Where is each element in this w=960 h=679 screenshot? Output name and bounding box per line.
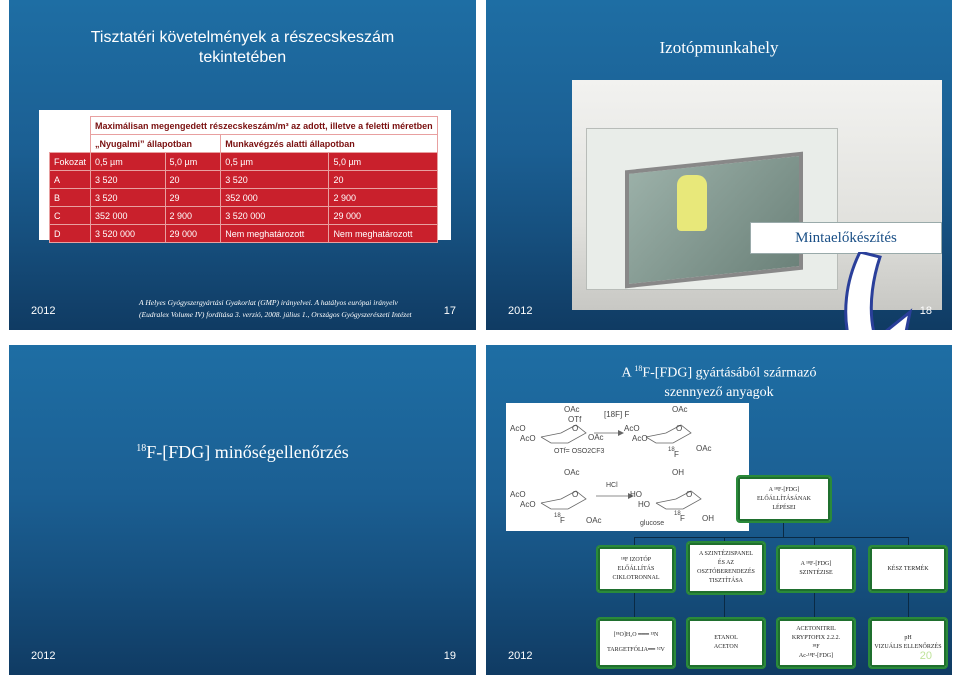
flow-box-reagents [776, 617, 856, 669]
curved-arrow-icon [840, 252, 930, 330]
chem-label: HO [630, 490, 642, 499]
slide-title [486, 359, 952, 402]
box-line: A SZINTÉZISPANEL [699, 551, 753, 557]
box-line: CIKLOTRONNAL [612, 574, 660, 581]
reaction-svg [506, 403, 749, 531]
box-line: OSZTÓBERENDEZÉS [697, 569, 755, 575]
connector-line [814, 537, 815, 545]
box-line: A ¹⁸F-[FDG] [800, 561, 832, 567]
box-line: ETANOL [714, 635, 738, 641]
chem-label: OAc [564, 468, 580, 477]
table-cell: C [50, 207, 91, 225]
chem-label: glucose [640, 520, 665, 527]
table-cell: 20 [165, 171, 221, 189]
page-number: 17 [443, 305, 456, 317]
box-line: pH [904, 635, 912, 641]
table-column-header-cell: 5,0 µm [165, 153, 221, 171]
footer-year: 2012 [31, 305, 56, 317]
connector-line [634, 537, 635, 545]
table-cell: B [50, 189, 91, 207]
box-line: [¹⁸O]H₂O ━━━ ¹³N [613, 632, 659, 638]
chem-label: F [680, 514, 685, 523]
box-line: ELŐÁLLÍTÁSÁNAK [757, 495, 811, 502]
footer-year: 2012 [508, 650, 533, 662]
chem-label: OAc [564, 405, 580, 414]
box-line: ¹⁸F IZOTÓP [620, 556, 652, 563]
particle-table-panel [39, 110, 451, 240]
table-cell: Nem meghatározott [221, 225, 329, 243]
chem-label: HCl [606, 482, 618, 489]
slide-cleanroom [9, 0, 476, 330]
connector-line [634, 592, 635, 617]
page-number: 19 [443, 650, 456, 662]
table-cell: 352 000 [221, 189, 329, 207]
lab-photo [572, 80, 942, 310]
bottle [677, 175, 707, 231]
chem-label: OH [672, 468, 684, 477]
fume-hood [586, 128, 838, 290]
page-number: 18 [919, 305, 932, 317]
page-number: 20 [919, 650, 932, 662]
table-row [50, 189, 438, 207]
flow-box-isotope [596, 545, 676, 593]
flow-box-panel-cleaning [686, 541, 766, 595]
chem-label: OAc [586, 516, 602, 525]
chem-label: OTf= OSO2CF3 [554, 448, 605, 455]
chem-label: O [676, 424, 683, 433]
reaction-scheme [506, 403, 749, 531]
table-cell: 3 520 [91, 171, 165, 189]
box-line: ACETON [713, 644, 739, 650]
table-cell: 3 520 [221, 171, 329, 189]
chem-label: AcO [624, 424, 640, 433]
table-head-work: Munkavégzés alatti állapotban [221, 135, 437, 153]
chem-label: 18 [668, 447, 675, 453]
chem-label: AcO [510, 490, 526, 499]
chem-label: OAc [588, 433, 604, 442]
box-line: SZINTÉZISE [799, 570, 833, 576]
chem-label: 18 [554, 513, 561, 519]
connector-line [783, 521, 784, 537]
footer-year: 2012 [508, 305, 533, 317]
box-line: VIZUÁLIS ELLENŐRZÉS [874, 644, 942, 650]
table-column-header-cell: Fokozat [50, 153, 91, 171]
chem-label: F [674, 450, 679, 459]
table-cell: 29 000 [329, 207, 437, 225]
title-line: szennyező anyagok [664, 384, 774, 400]
slide-isotope-workplace [486, 0, 952, 330]
chem-label: AcO [510, 424, 526, 433]
box-line: ÉS AZ [717, 560, 735, 566]
connector-line [908, 537, 909, 545]
box-line: ¹⁸F [812, 644, 820, 650]
title-text: F-[FDG] minőségellenőrzés [146, 442, 349, 462]
box-line: A ¹⁸F-[FDG] [768, 486, 800, 493]
chem-label: OAc [696, 444, 712, 453]
table-cell: 3 520 000 [91, 225, 165, 243]
chem-label: O [686, 490, 693, 499]
table-cell: 29 000 [165, 225, 221, 243]
chem-label: O [572, 490, 579, 499]
table-head-rest: „Nyugalmi” állapotban [91, 135, 221, 153]
particle-table [49, 116, 438, 243]
hood-glass [625, 152, 803, 289]
slide-title [9, 28, 476, 68]
slide-quality-control [9, 345, 476, 675]
table-cell: 29 [165, 189, 221, 207]
table-head-top: Maximálisan megengedett részecskeszám/m³ az adott, illetve a feletti méretben [91, 117, 438, 135]
box-line: LÉPÉSEI [772, 504, 796, 511]
title-prefix: A [621, 365, 631, 381]
slide-title [9, 442, 476, 463]
box-line: KRYPTOFIX 2.2.2. [791, 635, 841, 641]
table-column-header-cell: 0,5 µm [221, 153, 329, 171]
title-line: Tisztatéri követelmények a részecskeszám [90, 29, 395, 46]
connector-line [908, 592, 909, 617]
box-line: TISZTÍTÁSA [709, 578, 743, 584]
chem-label: O [572, 424, 579, 433]
flow-box-solvents [686, 617, 766, 669]
flow-box-steps [736, 475, 832, 523]
table-row [50, 225, 438, 243]
box-line: KÉSZ TERMÉK [887, 565, 929, 572]
table-column-header-cell: 5,0 µm [329, 153, 437, 171]
chem-label: 18 [674, 511, 681, 517]
title-line: tekintetében [198, 49, 287, 66]
table-row [50, 207, 438, 225]
table-column-header [50, 153, 438, 171]
table-row [50, 171, 438, 189]
table-cell: 20 [329, 171, 437, 189]
connector-line [634, 537, 908, 538]
title-line: F-[FDG] gyártásából származó [642, 365, 817, 381]
chem-label: AcO [520, 500, 536, 509]
box-line: TARGETFÓLIA━━ ⁵²V [607, 647, 665, 653]
table-cell: 3 520 000 [221, 207, 329, 225]
flow-box-targets [596, 617, 676, 669]
citation [139, 297, 412, 321]
citation-line: A Helyes Gyógyszergyártási Gyakorlat (GMP) irányelvei. A hatályos európai irányelv [139, 298, 398, 307]
chem-label: AcO [632, 434, 648, 443]
table-cell: A [50, 171, 91, 189]
chem-label: OAc [672, 405, 688, 414]
connector-line [724, 592, 725, 617]
table-cell: D [50, 225, 91, 243]
table-cell: 3 520 [91, 189, 165, 207]
flow-box-checks [868, 617, 948, 669]
box-line: ELŐÁLLÍTÁS [617, 565, 655, 572]
table-column-header-cell: 0,5 µm [91, 153, 165, 171]
title-superscript: 18 [634, 364, 643, 373]
flow-box-final-product [868, 545, 948, 593]
chem-label: OTf [568, 415, 582, 424]
connector-line [814, 592, 815, 617]
table-cell: 352 000 [91, 207, 165, 225]
chem-label: F [560, 516, 565, 525]
chem-label: HO [638, 500, 650, 509]
box-line: ACETONITRIL [796, 626, 836, 632]
table-cell: Nem meghatározott [329, 225, 437, 243]
title-superscript: 18 [136, 443, 147, 454]
chem-label: AcO [520, 434, 536, 443]
table-cell: 2 900 [165, 207, 221, 225]
table-cell: 2 900 [329, 189, 437, 207]
box-line: Ac-¹⁸F-[FDG] [798, 653, 834, 659]
slide-impurities [486, 345, 952, 675]
slide-title: Izotópmunkahely [659, 38, 779, 57]
sample-prep-label: Mintaelőkészítés [750, 222, 942, 254]
chem-label: OH [702, 514, 714, 523]
footer-year: 2012 [31, 650, 56, 662]
flow-box-synthesis [776, 545, 856, 593]
citation-line: (Eudralex Volume IV) fordítása 3. verzió, 2008. július 1., Országos Gyógyszerészeti Intézet [139, 310, 412, 319]
chem-label: [18F] F [604, 410, 630, 419]
